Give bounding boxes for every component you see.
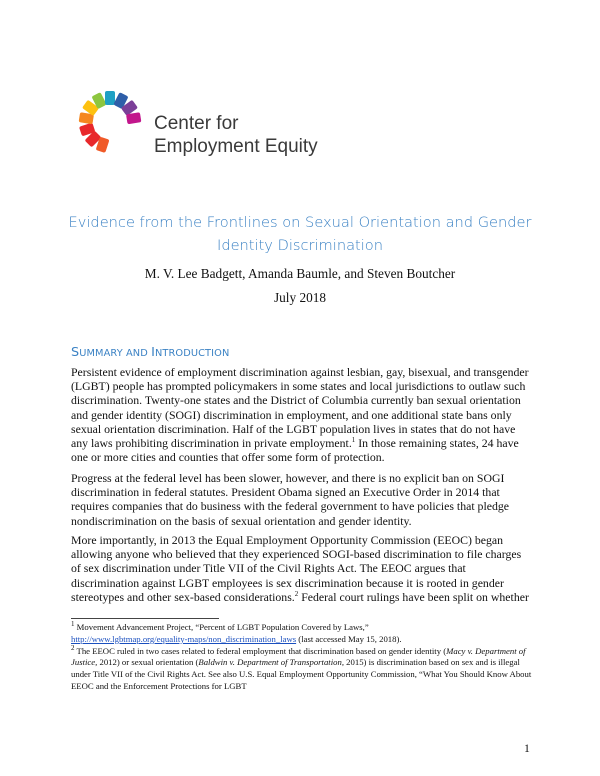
footnote-1-link[interactable]: http://www.lgbtmap.org/equality-maps/non_discrimination_laws [71,633,297,644]
heading-rest-s: UMMARY AND [79,348,152,359]
footnote-ref-1: 1 [351,436,356,445]
footnote-divider [71,618,219,619]
footnote-1 [71,622,541,646]
paragraph-3-text-a: More importantly, in 2013 the Equal Employment Opportunity Commission (EEOC) began allowing anyone who believed that they experienced SOGI-based discrimination to file charges of sex discrimination under Title VII of the Civil Rights Act. The EEOC argues that discrimination against LGBT employees is sex discrimination because it is rooted in gender stereotypes and other sex-based considerations. [71,533,522,604]
logo-line-1: Center for [154,113,239,134]
logo-line-2: Employment Equity [154,136,318,157]
footnote-1-text: Movement Advancement Project, “Percent of LGBT Population Covered by Laws,” [74,622,369,632]
footnote-2-text-a: The EEOC ruled in two cases related to federal employment that discrimination based on gender identity ( [74,645,447,656]
title-line-2: Identity Discrimination [217,237,383,254]
footnote-2-text-b: 2012) or sexual orientation ( [97,657,199,668]
title-line-1: Evidence from the Frontlines on Sexual Orientation and Gender [68,214,532,231]
footnote-1-number: 1 [71,620,75,629]
footnote-2-case-1: Macy v. Department of Justice, [71,645,526,668]
paragraph-1-text-b: In those remaining states, 24 have one or more cities and counties that offer some form of protection. [71,436,519,465]
center-for-employment-equity-logo-icon [70,82,150,162]
paragraph-2: Progress at the federal level has been slower, however, and there is no explicit ban on SOGI discrimination in federal statutes. President Obama signed an Executive Order in 2014 that requires companies that do business with the federal government to have policies that pledge nondiscrimination on the basis of sexual orientation and gender identity. [71,471,509,528]
heading-cap-s: S [71,345,80,360]
footnote-2 [71,643,541,693]
paragraph-3-text-b: Federal court rulings have been split on whether [298,589,529,604]
paragraph-3 [71,533,533,604]
publication-date: July 2018 [273,290,327,305]
authors: M. V. Lee Badgett, Amanda Baumle, and Steven Boutcher [144,266,456,281]
footnote-2-case-2: Baldwin v. Department of Transportation, [198,657,344,668]
page-number: 1 [524,741,530,755]
heading-cap-i: I [151,345,155,360]
document-title [60,211,540,257]
paragraph-1 [71,365,533,464]
footnote-1-after: (last accessed May 15, 2018). [296,633,402,644]
footnote-2-text-c: 2015) is discrimination based on sex and is illegal under Title VII of the Civil Rights Act. See also U.S. Equal Employment Opportunity Commission, “What You Should Know About EEOC and the Enforcement Protections for LGBT [71,657,532,691]
logo-petal [105,91,115,105]
heading-rest-i: NTRODUCTION [154,348,230,359]
footnote-2-number: 2 [71,643,75,652]
footnotes [71,622,541,693]
paragraph-1-text-a: Persistent evidence of employment discrimination against lesbian, gay, bisexual, and transgender (LGBT) people has prompted policymakers in some states and local jurisdictions to outlaw such discrimination. Twenty-one states and the District of Columbia currently ban sexual orientation and gender identity (SOGI) discrimination in employment, and one additional state bans only sexual orientation discrimination. Half of the LGBT population lives in states that do not have any laws prohibiting discrimination in private employment. [71,365,529,451]
section-heading-summary-introduction [71,345,229,360]
footnote-ref-2: 2 [294,589,299,598]
logo-wordmark [154,112,318,158]
